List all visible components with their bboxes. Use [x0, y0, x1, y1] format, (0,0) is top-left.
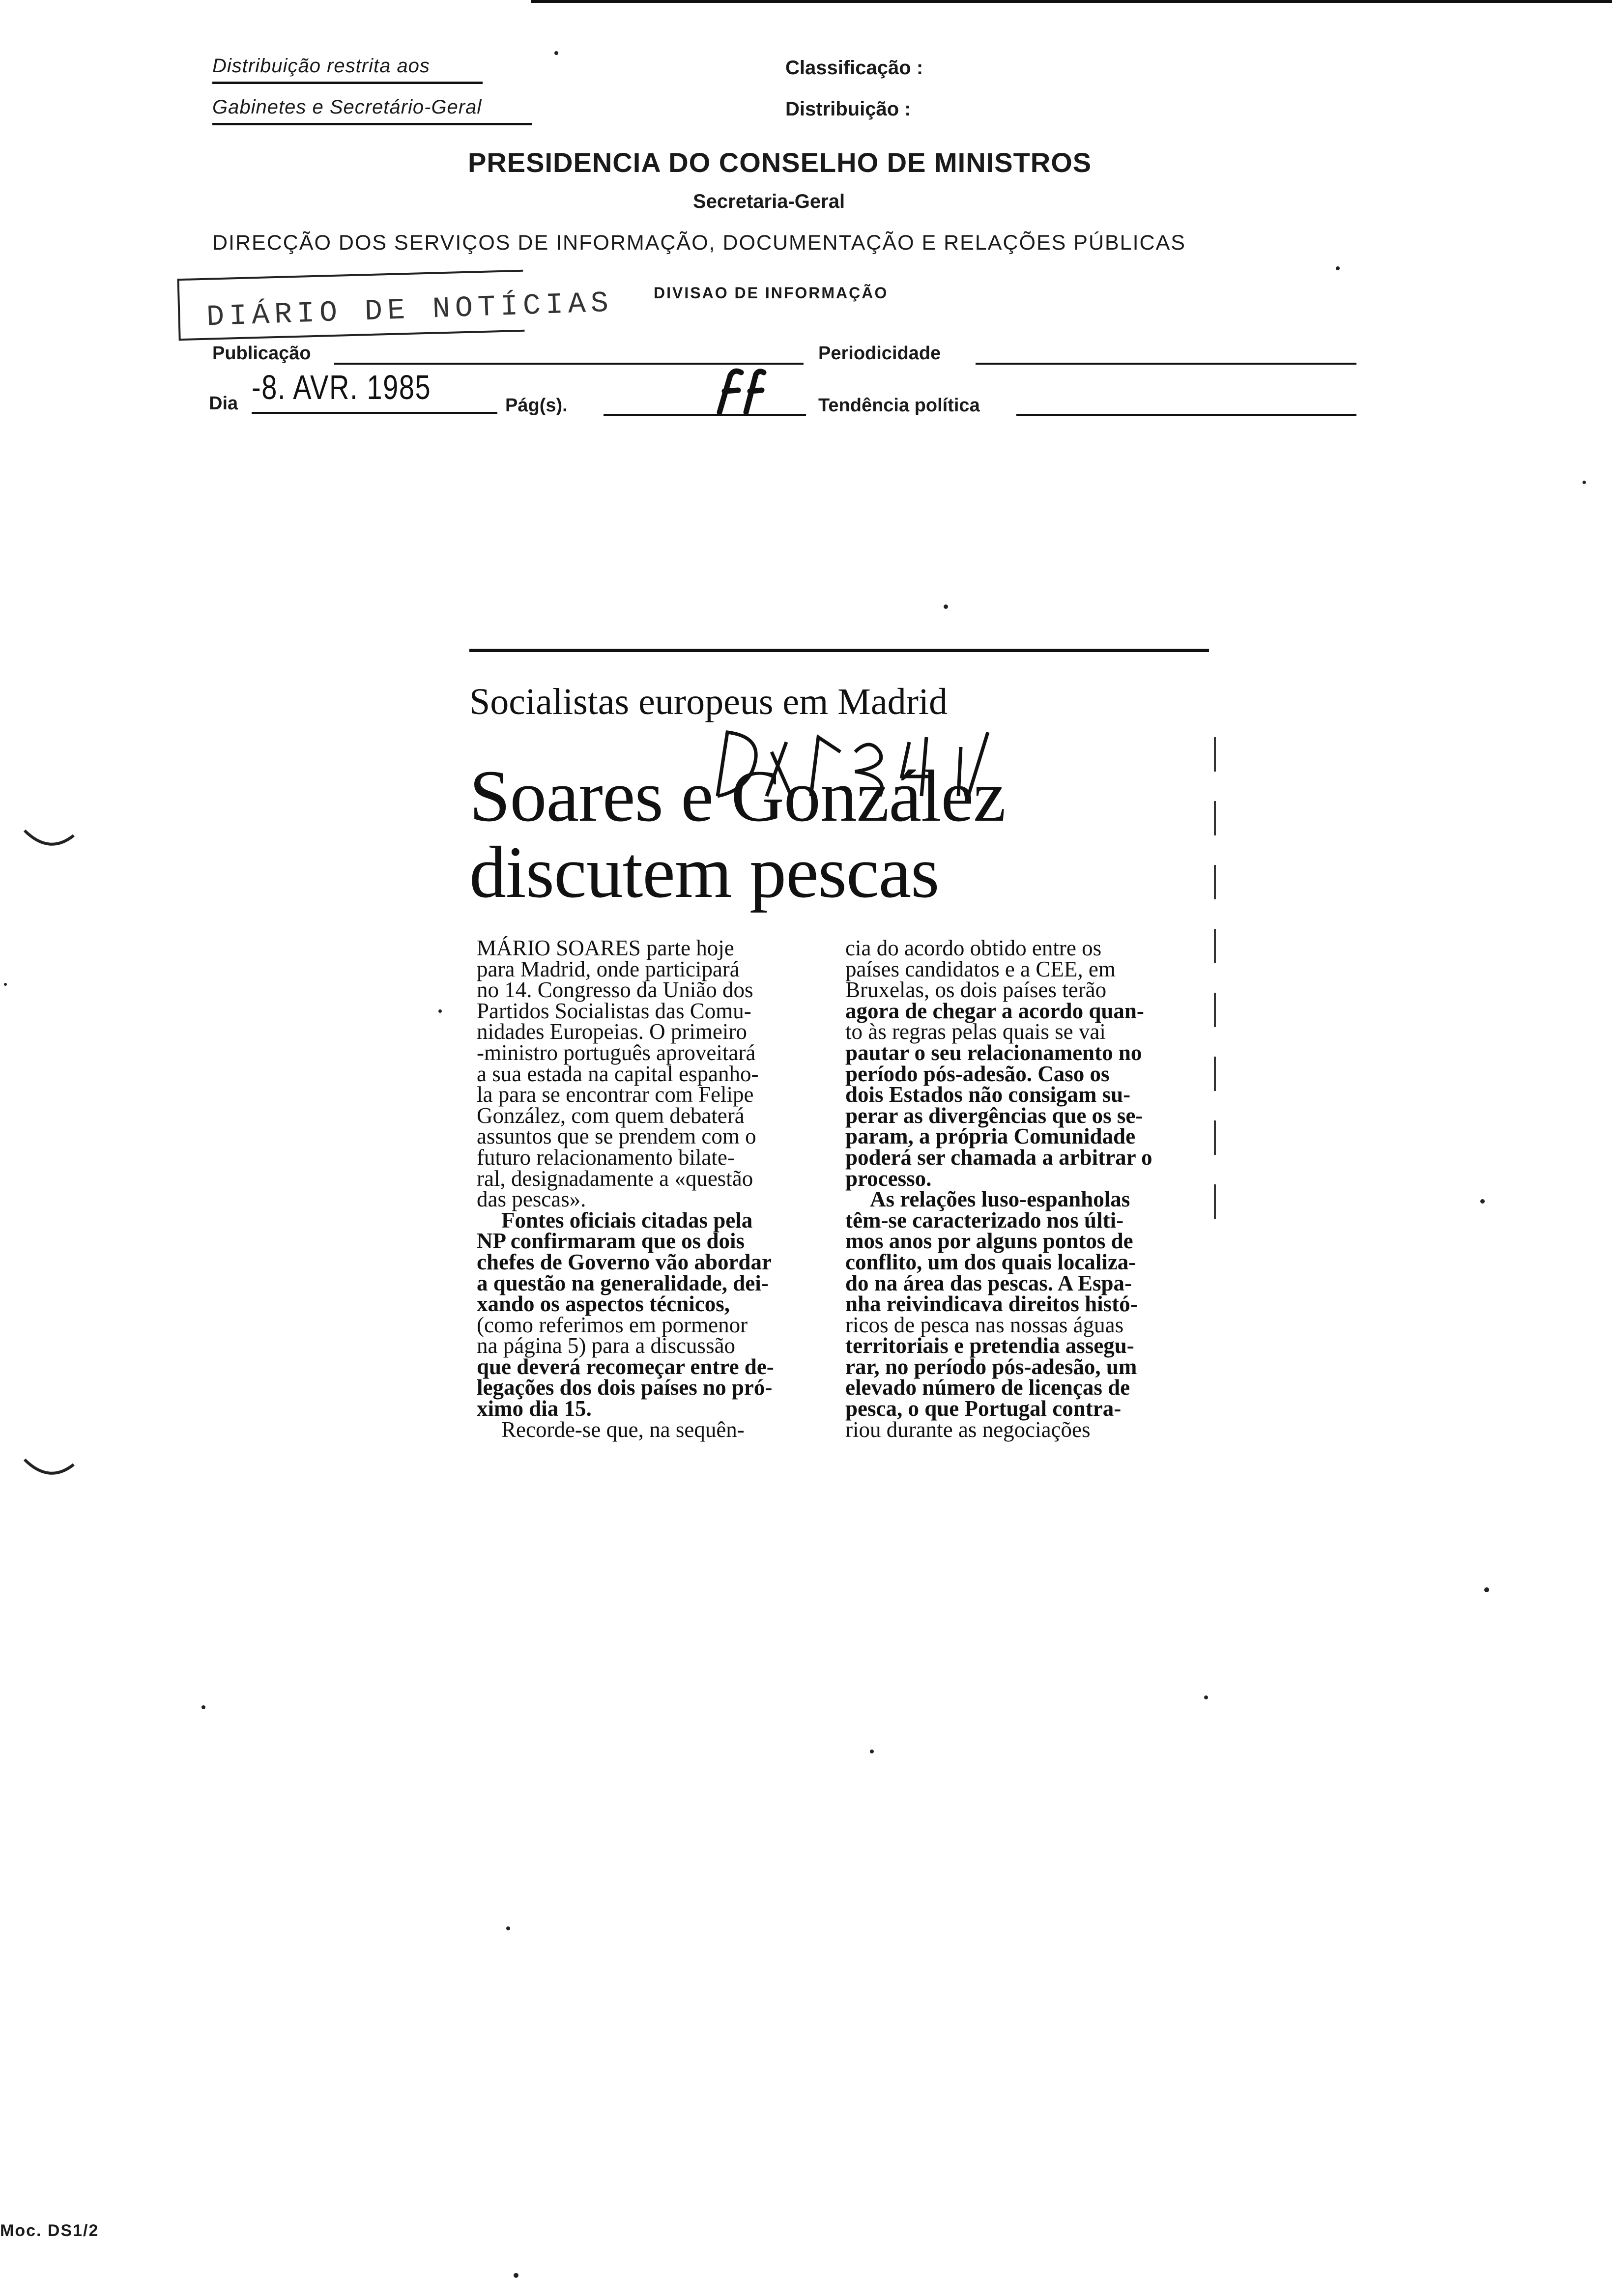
col1-line: no 14. Congresso da União dos — [477, 977, 753, 1003]
col1-line: assuntos que se prendem com o — [477, 1124, 756, 1149]
col2-line: to às regras pelas quais se vai — [845, 1019, 1106, 1044]
col2-line: cia do acordo obtido entre os — [845, 936, 1102, 960]
col1-bold-line: chefes de Governo vão abordar — [477, 1249, 772, 1274]
col1-bold-line: ximo dia 15. — [477, 1396, 592, 1421]
col2-bold-line: ricos de pesca nas nossas águas — [845, 1312, 1124, 1337]
article-column-1 — [477, 938, 831, 1440]
clipping-edge-dashes — [1214, 737, 1216, 1229]
col2-line: poderá ser chamada a arbitrar o — [845, 1145, 1152, 1170]
col2-bold-line: nha reivindicava direitos histó- — [845, 1292, 1138, 1317]
col2-bold-line: elevado número de licenças de — [845, 1375, 1130, 1400]
headline-line-2: discutem pescas — [469, 832, 939, 913]
scan-speck — [870, 1750, 874, 1753]
page-number-handwritten — [711, 366, 770, 420]
scan-speck — [1336, 266, 1340, 270]
col1-line: Partidos Socialistas das Comu- — [477, 998, 751, 1023]
periodicidade-label: Periodicidade — [818, 343, 941, 364]
page-title: PRESIDENCIA DO CONSELHO DE MINISTROS — [468, 147, 1092, 178]
col2-line: agora de chegar a acordo quan- — [845, 998, 1144, 1023]
col1-line: (como referimos em pormenor — [477, 1312, 748, 1337]
col2-line: param, a própria Comunidade — [845, 1124, 1136, 1149]
col1-line: Recorde-se que, na sequên- — [501, 1417, 745, 1442]
dia-line — [252, 412, 497, 414]
article-kicker: Socialistas europeus em Madrid — [469, 681, 948, 722]
col1-line: das pescas». — [477, 1187, 586, 1212]
pags-line — [604, 414, 806, 416]
col2-line: pautar o seu relacionamento no — [845, 1040, 1142, 1065]
col1-bold-line: legações dos dois países no pró- — [477, 1375, 773, 1400]
col1-line: nidades Europeias. O primeiro — [477, 1019, 747, 1044]
pags-label: Pág(s). — [505, 395, 568, 416]
punch-hole-mark-upper — [20, 826, 79, 855]
col2-line: processo. — [845, 1166, 932, 1191]
distribuicao-label: Distribuição : — [785, 98, 911, 120]
scan-speck — [438, 1009, 442, 1013]
col2-bold-line: mos anos por alguns pontos de — [845, 1229, 1133, 1254]
article-column-2 — [845, 938, 1199, 1440]
divisao-heading: DIVISAO DE INFORMAÇÃO — [654, 284, 889, 302]
col1-line: MÁRIO SOARES parte hoje — [477, 936, 734, 960]
model-code: Moc. DS1/2 — [0, 2221, 99, 2240]
scan-speck — [1583, 481, 1586, 484]
col1-line: ral, designadamente a «questão — [477, 1166, 753, 1191]
col1-bold-line: Fontes oficiais citadas pela — [501, 1207, 753, 1233]
scan-speck — [4, 983, 7, 986]
article-top-rule — [469, 649, 1209, 652]
dia-label: Dia — [209, 393, 238, 414]
col2-bold-line: As relações luso-espanholas — [870, 1187, 1130, 1212]
restriction-underline-1 — [212, 82, 483, 84]
col2-bold-line: riou durante as negociações — [845, 1417, 1091, 1442]
scan-speck — [1480, 1199, 1485, 1204]
publicacao-line — [334, 363, 804, 365]
scan-speck — [514, 2273, 518, 2278]
col1-line: futuro relacionamento bilate- — [477, 1145, 735, 1170]
col1-line: na página 5) para a discussão — [477, 1333, 736, 1358]
date-stamp: -8. AVR. 1985 — [252, 368, 432, 406]
restriction-line-2: Gabinetes e Secretário-Geral — [212, 96, 482, 118]
page-subtitle: Secretaria-Geral — [693, 191, 845, 212]
col2-line: período pós-adesão. Caso os — [845, 1061, 1110, 1086]
scan-speck — [1484, 1587, 1489, 1592]
col2-line: Bruxelas, os dois países terão — [845, 977, 1107, 1003]
col1-bold-line: NP confirmaram que os dois — [477, 1229, 745, 1254]
col2-line: perar as divergências que os se- — [845, 1103, 1143, 1128]
col2-bold-line: pesca, o que Portugal contra- — [845, 1396, 1122, 1421]
col1-line: -ministro português aproveitará — [477, 1040, 756, 1065]
col2-bold-line: conflito, um dos quais localiza- — [845, 1249, 1136, 1274]
restriction-underline-2 — [212, 123, 532, 125]
col1-line: la para se encontrar com Felipe — [477, 1082, 754, 1107]
col2-line: países candidatos e a CEE, em — [845, 956, 1116, 981]
restriction-line-1: Distribuição restrita aos — [212, 55, 430, 77]
tendencia-line — [1016, 414, 1356, 416]
scan-speck — [202, 1705, 205, 1709]
punch-hole-mark-lower — [20, 1455, 79, 1484]
col1-line: para Madrid, onde participará — [477, 956, 740, 981]
handwritten-annotation — [713, 722, 1017, 801]
direccao-heading: DIRECÇÃO DOS SERVIÇOS DE INFORMAÇÃO, DOCUMENTAÇÃO E RELAÇÕES PÚBLICAS — [212, 231, 1186, 255]
top-border-line — [531, 0, 1612, 3]
col1-bold-line: a questão na generalidade, dei- — [477, 1270, 769, 1295]
col1-line: a sua estada na capital espanho- — [477, 1061, 759, 1086]
col1-bold-line: xando os aspectos técnicos, — [477, 1292, 730, 1317]
col1-bold-line: que deverá recomeçar entre de- — [477, 1354, 774, 1379]
publication-stamp-text: DIÁRIO DE NOTÍCIAS — [206, 287, 614, 335]
scan-speck — [554, 51, 558, 55]
periodicidade-line — [976, 363, 1356, 365]
tendencia-label: Tendência política — [818, 395, 980, 416]
classificacao-label: Classificação : — [785, 57, 923, 79]
col2-bold-line: rar, no período pós-adesão, um — [845, 1354, 1137, 1379]
col2-bold-line: do na área das pescas. A Espa- — [845, 1270, 1132, 1295]
publicacao-label: Publicação — [212, 343, 311, 364]
col2-bold-line: territoriais e pretendia assegu- — [845, 1333, 1134, 1358]
headline-line-1: Soares e González — [469, 755, 1006, 837]
scan-speck — [506, 1926, 510, 1930]
col1-line: González, com quem debaterá — [477, 1103, 745, 1128]
scan-speck — [944, 604, 948, 609]
col2-bold-line: têm-se caracterizado nos últi- — [845, 1207, 1124, 1233]
col2-line: dois Estados não consigam su- — [845, 1082, 1131, 1107]
scan-speck — [1204, 1695, 1208, 1699]
